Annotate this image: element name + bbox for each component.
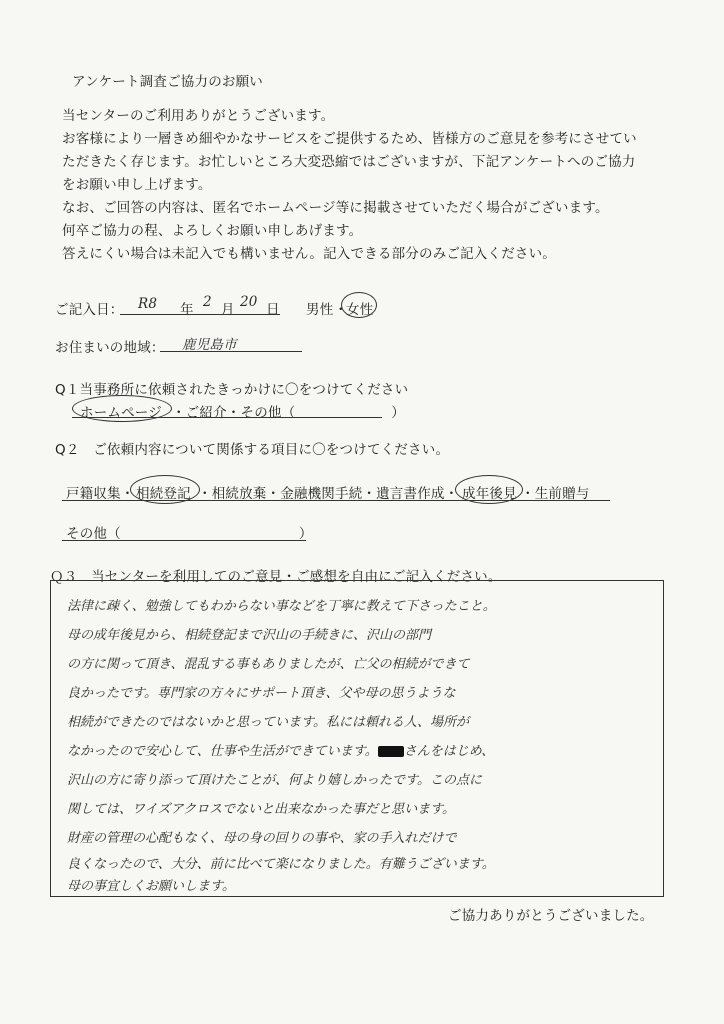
intro-line-5: なお、ご回答の内容は、匿名でホームページ等に掲載させていただく場合がございます。	[62, 200, 609, 216]
date-underline	[120, 314, 280, 315]
intro-line-7: 答えにくい場合は未記入でも構いません。記入できる部分のみご記入ください。	[62, 246, 557, 262]
gender-female: 女性	[346, 302, 374, 318]
q2-option-guardianship: 成年後見	[462, 486, 517, 502]
year-unit: 年	[180, 302, 194, 318]
intro-line-1: 当センターのご利用ありがとうございます。	[62, 108, 335, 124]
region-value: 鹿児島市	[182, 337, 237, 353]
q2-option-family-register: 戸籍収集・	[66, 486, 135, 502]
q3-answer-line-6-suffix: さんをはじめ、	[403, 744, 495, 759]
q2-options-underline	[62, 500, 610, 501]
q3-question: Ｑ３ 当センターを利用してのご意見・ご感想を自由にご記入ください。	[50, 569, 502, 585]
date-label: ご記入日：	[55, 302, 124, 318]
region-underline	[160, 351, 302, 352]
q3-answer-line-8: 関しては、ワイズアクロスでないと出来なかった事だと思います。	[67, 802, 456, 817]
gender-separator: ・	[334, 302, 348, 318]
q1-other-options: ・ご紹介・その他（ ）	[172, 405, 405, 421]
intro-line-2: お客様により一層きめ細やかなサービスをご提供するため、皆様方のご意見を参考にさせてい	[62, 131, 637, 147]
intro-line-3: ただきたく存じます。お忙しいところ大変恐縮ではございますが、下記アンケートへのご協力	[62, 154, 636, 170]
q3-answer-line-4: 良かったです。専門家の方々にサポート頂き、父や母の思うような	[67, 686, 456, 701]
month-unit: 月	[221, 302, 235, 318]
date-era: R8	[138, 296, 158, 312]
intro-line-4: をお願い申し上げます。	[62, 177, 212, 193]
q3-answer-line-9: 財産の管理の心配もなく、母の身の回りの事や、家の手入れだけで	[67, 831, 457, 846]
date-day: 20	[240, 294, 258, 310]
survey-title: アンケート調査ご協力のお願い	[72, 74, 263, 90]
q3-answer-line-3: の方に関って頂き、混乱する事もありましたが、亡父の相続ができて	[67, 657, 470, 672]
q3-answer-line-2: 母の成年後見から、相続登記まで沢山の手続きに、沢山の部門	[67, 628, 432, 643]
gender-male: 男性	[306, 302, 334, 318]
q3-answer-line-1: 法律に疎く、勉強してもわからない事などを丁寧に教えて下さったこと。	[67, 599, 496, 614]
q3-answer-line-5: 相続ができたのではないかと思っています。私には頼れる人、場所が	[67, 715, 469, 730]
gender-female-circle	[341, 292, 377, 318]
thanks-message: ご協力ありがとうございました。	[448, 908, 654, 924]
date-month: 2	[203, 294, 212, 310]
q3-answer-line-6-wrap	[67, 740, 494, 759]
q2-other: その他（ ）	[66, 526, 313, 542]
q2-question: Q２ ご依頼内容について関係する項目に〇をつけてください。	[55, 442, 450, 458]
q3-answer-line-6: なかったので安心して、仕事や生活ができています。	[67, 744, 378, 759]
q3-answer-line-7: 沢山の方に寄り添って頂けたことが、何より嬉しかったです。この点に	[67, 773, 482, 788]
q1-underline	[72, 417, 382, 418]
q2-option-gift: ・生前贈与	[521, 486, 590, 502]
q3-answer-line-11: 母の事宜しくお願いします。	[67, 879, 235, 894]
q1-question: Q１当事務所に依頼されたきっかけに〇をつけてください	[55, 382, 409, 398]
redacted-name-block	[378, 746, 404, 757]
q3-answer-box	[50, 580, 664, 897]
q2-options-middle: ・相続放棄・金融機関手続・遺言書作成・	[198, 486, 459, 502]
q2-other-underline	[62, 540, 306, 541]
q1-option-homepage: ホームページ	[80, 405, 162, 421]
q2-option-inheritance-registration: 相続登記	[136, 486, 191, 502]
region-label: お住まいの地域：	[55, 340, 165, 356]
intro-line-6: 何卒ご協力の程、よろしくお願い申しあげます。	[62, 223, 363, 239]
q3-answer-line-10: 良くなったので、大分、前に比べて楽になりました。有難うございます。	[67, 857, 495, 872]
day-unit: 日	[266, 302, 280, 318]
